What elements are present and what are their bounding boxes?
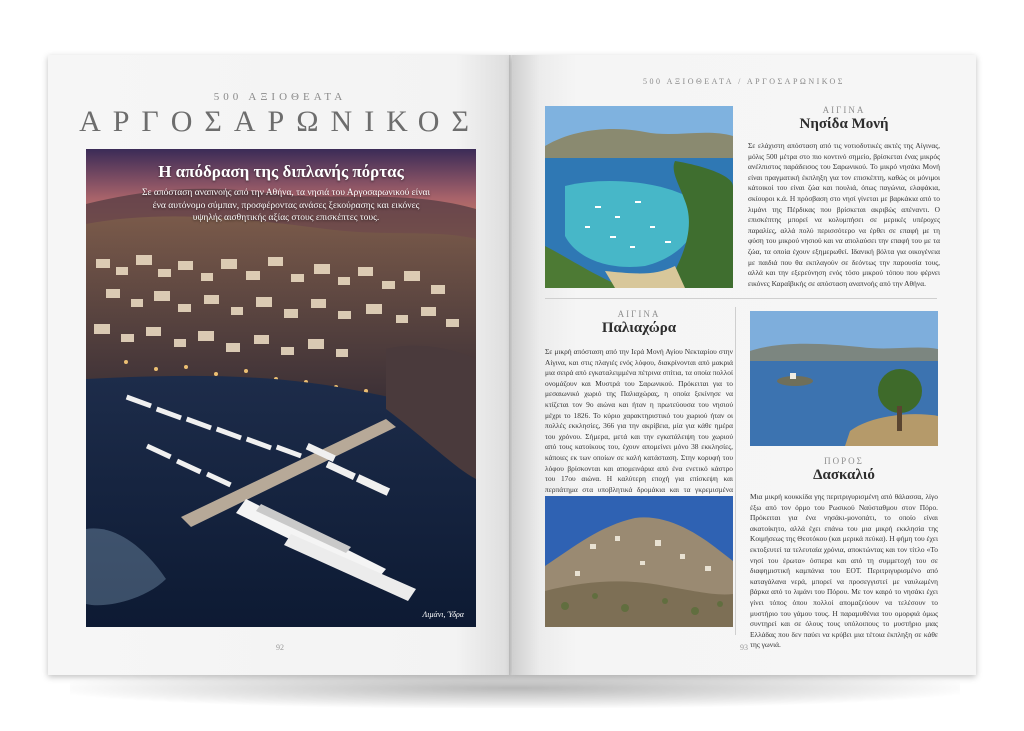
section-body: Σε ελάχιστη απόσταση από τις νοτιοδυτικές ακτές της Αίγινας, μόλις 500 μέτρα στο πιο κοντινό σημείο, βρίσκεται ένας μικρός ανέλπιστος παράδεισος του Σαρωνικού. Το μικρό νησάκι Μονή είναι πραγματική έκπληξη για τον επισκέπτη, καθώς οι μόνιμοι κάτοικοί του είναι ζώα και πουλιά, όπως παγώνια, ελαφάκια, σκίουροι κ.ά. Η πρόσβαση στο νησί γίνεται με βαρκάκια από το λιμάνι της Πέρδικας που βρίσκεται ακριβώς απέναντι. Ο επισκέπτης μπορεί να κολυμπήσει σε μερικές υπέροχες παραλίες, αλλά πολύ περισσότερο να έρθει σε επαφή με τη φύση του μικρού νησιού και να απολαύσει την επαφή του με τα ζώα, τα οποία έχουν εξημερωθεί. Ιδανική βόλτα για οικογένεια με παιδιά που θα εκπλαγούν σε δεόντως την παρουσία τους, αλλά και την εξερεύνηση ενός τόσο μικρού τόπου που φέρνει εικόνες Καραϊβικής σε απόσταση αναπνοής από την Αθήνα.	[748, 141, 940, 288]
moni-islet-illustration	[545, 106, 733, 288]
photo-paliachora	[545, 496, 733, 627]
column-divider	[735, 307, 736, 635]
section-body: Σε μικρή απόσταση από την Ιερά Μονή Αγίου Νεκταρίου στην Αίγινα, και στις πλαγιές ενός λόφου, διακρίνονται από μακριά μια σειρά από εγκαταλειμμένα πέτρινα σπίτια, τα οποία πολλοί ονομάζουν και Μυστρά του Σαρωνικού. Πρόκειται για το μεσαιωνικό χωριό της Παλιαχώρας, η οποία ξεκίνησε να κτίζεται τον 9ο αιώνα και ήταν η πρωτεύουσα του νησιού μέχρι το 1826. Το κύριο χαρακτηριστικό του χωριού ήταν οι πολλές εκκλησίες, 366 για την ακρίβεια, μία για κάθε ημέρα του χρόνου. Σήμερα, μετά και την εγκατάλειψη του χωριού από τους κατοίκους του, έχουν απομείνει μόνο 38 εκκλησίες, κάποιες εκ των οποίων σε καλή κατάσταση. Στην κορυφή του λόφου βρίσκονται και απομεινάρια από ένα ενετικό κάστρο του 17ου αιώνα. Η καλύτερη εποχή για επίσκεψη και περπάτημα στα υποβλητικά δρομάκια και τα γκρεμισμένα	[545, 347, 733, 494]
running-header: 500 ΑΞΙΟΘΕΑΤΑ / ΑΡΓΟΣΑΡΩΝΙΚΟΣ	[643, 77, 845, 86]
section-body: Μια μικρή κουκκίδα γης περιτριγυρισμένη από θάλασσα, λίγο έξω από τον όρμο του Ρωσικού Ναύσταθμου στον Πόρο. Πρόκειται για ένα νησάκι-μονοπάτι, το οποίο είναι ακατοίκητο, αλλά έχει επάνω του μια μικρή εκκλησία της Κοιμήσεως της Θεοτόκου (και μερικά πεύκα). Η φήμη του έχει εκτοξευτεί τα τελευταία χρόνια, αποκτώντας και τον τίτλο «Το νησί του έρωτα» όσπερα και από τη συμμετοχή του σε διαφημιστική καμπάνια του ΕΟΤ. Περιτριγυρισμένο από καταγάλανα νερά, μπορεί να προσεγγιστεί με ναυλωμένη βάρκα από το λιμάνι του Πόρου. Με τον καιρό το νησάκι έχει γίνει τόπος όπου πολλοί απομαζεύουν να τελέσουν το μυστήριο του γάμου τους. Η παραμυθένια του ομορφιά όμως συντηρεί και σε όλους τους υπόλοιπους το μυστήριο μιας Ελλάδας που δεν παύει να κρύβει μια τέτοια έκπληξη σε κάθε της γωνιά.	[750, 492, 938, 650]
page-title: ΑΡΓΟΣΑΡΩΝΙΚΟΣ	[79, 105, 481, 138]
hero-photo-hydra	[86, 149, 476, 627]
series-label: 500 ΑΞΙΟΘΕΑΤΑ	[213, 91, 347, 103]
daskalio-islet-illustration	[750, 311, 938, 446]
section-title: Παλιαχώρα	[601, 320, 677, 336]
section-title: Νησίδα Μονή	[799, 116, 889, 132]
section-region: ΠΟΡΟΣ	[824, 456, 864, 466]
page-number-right: 93	[740, 643, 748, 652]
left-page	[48, 55, 512, 675]
hero-heading: Η απόδραση της διπλανής πόρτας	[158, 162, 404, 181]
photo-moni-islet	[545, 106, 733, 288]
section-region: ΑΙΓΙΝΑ	[617, 309, 661, 319]
section-region: ΑΙΓΙΝΑ	[822, 105, 866, 115]
page-number-left: 92	[276, 643, 284, 652]
section-title: Δασκαλιό	[813, 467, 875, 483]
section-divider	[545, 298, 937, 299]
right-page	[512, 55, 976, 675]
paliachora-hill-illustration	[545, 496, 733, 627]
photo-daskalio	[750, 311, 938, 446]
hero-lead-text: Σε απόσταση αναπνοής από την Αθήνα, τα νησιά του Αργοσαρωνικού είναι ένα αυτόνομο σύμπαν, προσφέροντας ανάσες ξεκούρασης και εικόνες υψηλής αισθητικής αξίας στους επισκέπτες τους.	[141, 188, 431, 223]
photo-caption: Λιμάνι, Ύδρα	[422, 610, 464, 619]
